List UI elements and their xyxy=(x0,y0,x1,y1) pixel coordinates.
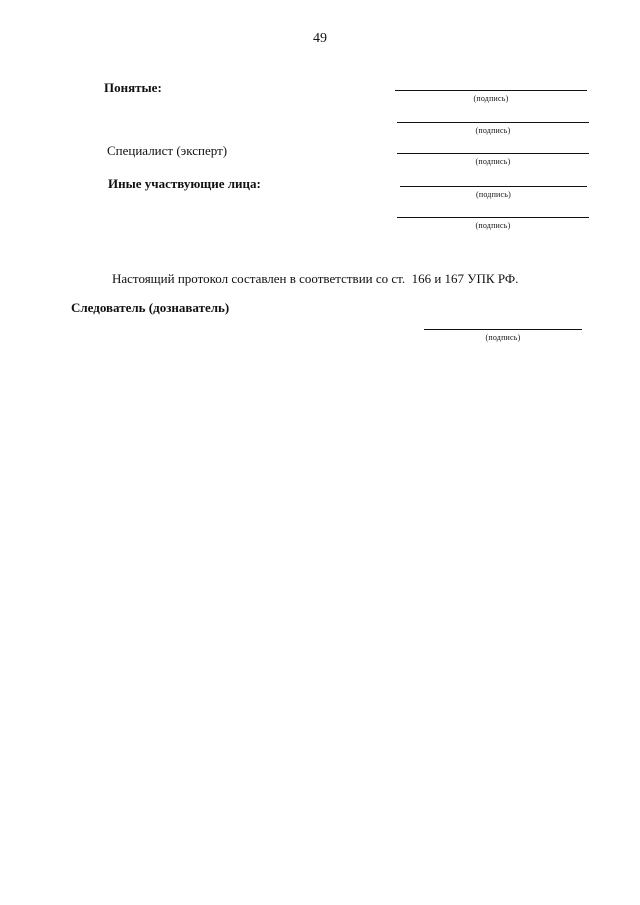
signature-caption: (подпись) xyxy=(475,157,511,166)
protocol-statement: Настоящий протокол составлен в соответствии со ст. 166 и 167 УПК РФ. xyxy=(112,271,519,286)
signature-caption: (подпись) xyxy=(475,190,511,199)
page-number: 49 xyxy=(313,31,327,46)
specialist-signature xyxy=(397,153,589,166)
signature-line xyxy=(395,90,587,91)
other-persons-label: Иные участвующие лица: xyxy=(108,176,261,191)
other-person-signature-1 xyxy=(400,186,587,199)
investigator-label: Следователь (дознаватель) xyxy=(71,300,230,315)
signature-caption: (подпись) xyxy=(475,221,511,230)
signature-caption: (подпись) xyxy=(485,333,521,342)
signature-line xyxy=(400,186,587,187)
signature-caption: (подпись) xyxy=(475,126,511,135)
signature-line xyxy=(397,153,589,154)
signature-caption: (подпись) xyxy=(473,94,509,103)
other-person-signature-2 xyxy=(397,217,589,230)
signature-line xyxy=(397,122,589,123)
witness-signature-1 xyxy=(395,90,587,103)
investigator-signature xyxy=(424,329,582,342)
signature-line xyxy=(397,217,589,218)
witness-signature-2 xyxy=(397,122,589,135)
witnesses-label: Понятые: xyxy=(104,80,162,95)
specialist-label: Специалист (эксперт) xyxy=(107,143,228,158)
signature-line xyxy=(424,329,582,330)
